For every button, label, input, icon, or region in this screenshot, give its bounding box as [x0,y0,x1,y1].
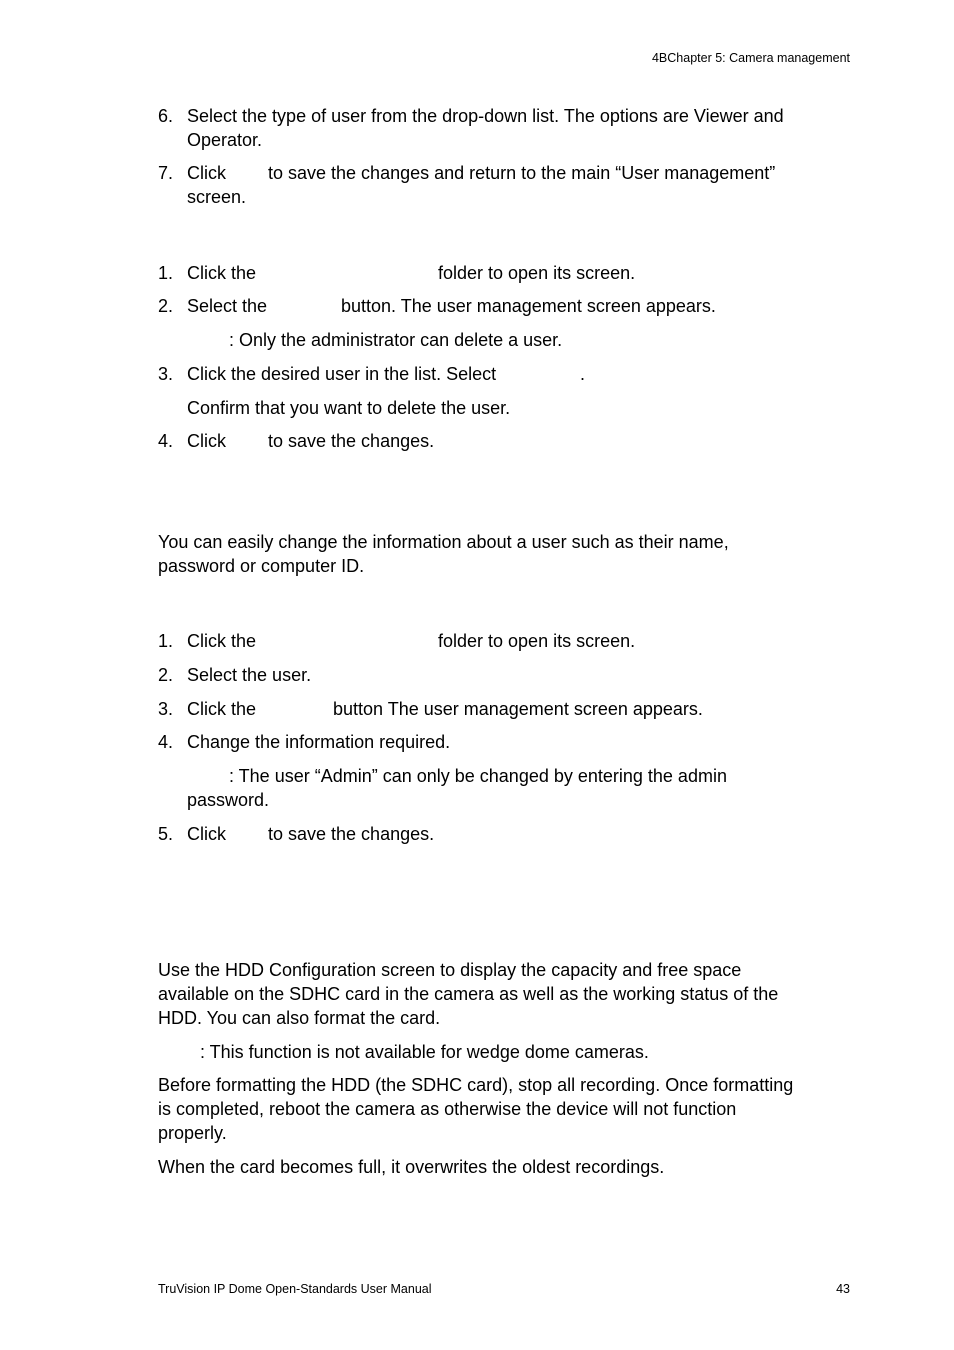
step-number: 4. [158,431,174,451]
step-text: Click the [187,631,257,651]
step-text: folder to open its screen. [438,263,636,283]
step-text: . [580,364,586,384]
paragraph: When the card becomes full, it overwrites the oldest recordings. [158,1157,665,1177]
step-number: 2. [158,296,174,316]
step-text: button The user management screen appears. [333,699,703,719]
paragraph: You can easily change the information about a user such as their name, [158,532,729,552]
step-text: Operator. [187,130,263,150]
step-text: Select the [187,296,268,316]
step-text: Click [187,431,226,451]
step-number: 6. [158,106,174,126]
step-text: Select the user. [187,665,312,685]
note-text: : Only the administrator can delete a user. [229,330,563,350]
step-text: to save the changes. [268,431,435,451]
step-text: to save the changes and return to the main “User management” [268,163,776,183]
step-text: Confirm that you want to delete the user. [187,398,511,418]
step-text: to save the changes. [268,824,435,844]
footer-manual-title: TruVision IP Dome Open-Standards User Manual [158,1282,432,1296]
step-number: 2. [158,665,174,685]
step-text: Select the type of user from the drop-down list. The options are Viewer and [187,106,784,126]
note-text: password. [187,790,270,810]
paragraph: Before formatting the HDD (the SDHC card), stop all recording. Once formatting [158,1075,794,1095]
paragraph: available on the SDHC card in the camera as well as the working status of the [158,984,779,1004]
running-header: 4BChapter 5: Camera management [651,51,850,65]
step-text: folder to open its screen. [438,631,636,651]
paragraph: properly. [158,1123,227,1143]
step-number: 1. [158,263,174,283]
step-text: button. The user management screen appears. [341,296,716,316]
step-number: 1. [158,631,174,651]
step-text: Click the [187,699,257,719]
step-text: Click [187,824,226,844]
paragraph: password or computer ID. [158,556,365,576]
paragraph: is completed, reboot the camera as otherwise the device will not function [158,1099,737,1119]
step-text: Click the [187,263,257,283]
note-text: : This function is not available for wedge dome cameras. [200,1042,649,1062]
step-text: Click [187,163,226,183]
paragraph: Use the HDD Configuration screen to display the capacity and free space [158,960,742,980]
paragraph: HDD. You can also format the card. [158,1008,441,1028]
note-text: : The user “Admin” can only be changed by entering the admin [229,766,727,786]
step-text: screen. [187,187,247,207]
step-number: 4. [158,732,174,752]
step-number: 3. [158,699,174,719]
step-number: 5. [158,824,174,844]
page-number: 43 [836,1282,850,1296]
step-text: Click the desired user in the list. Select [187,364,497,384]
step-number: 3. [158,364,174,384]
step-number: 7. [158,163,174,183]
step-text: Change the information required. [187,732,451,752]
